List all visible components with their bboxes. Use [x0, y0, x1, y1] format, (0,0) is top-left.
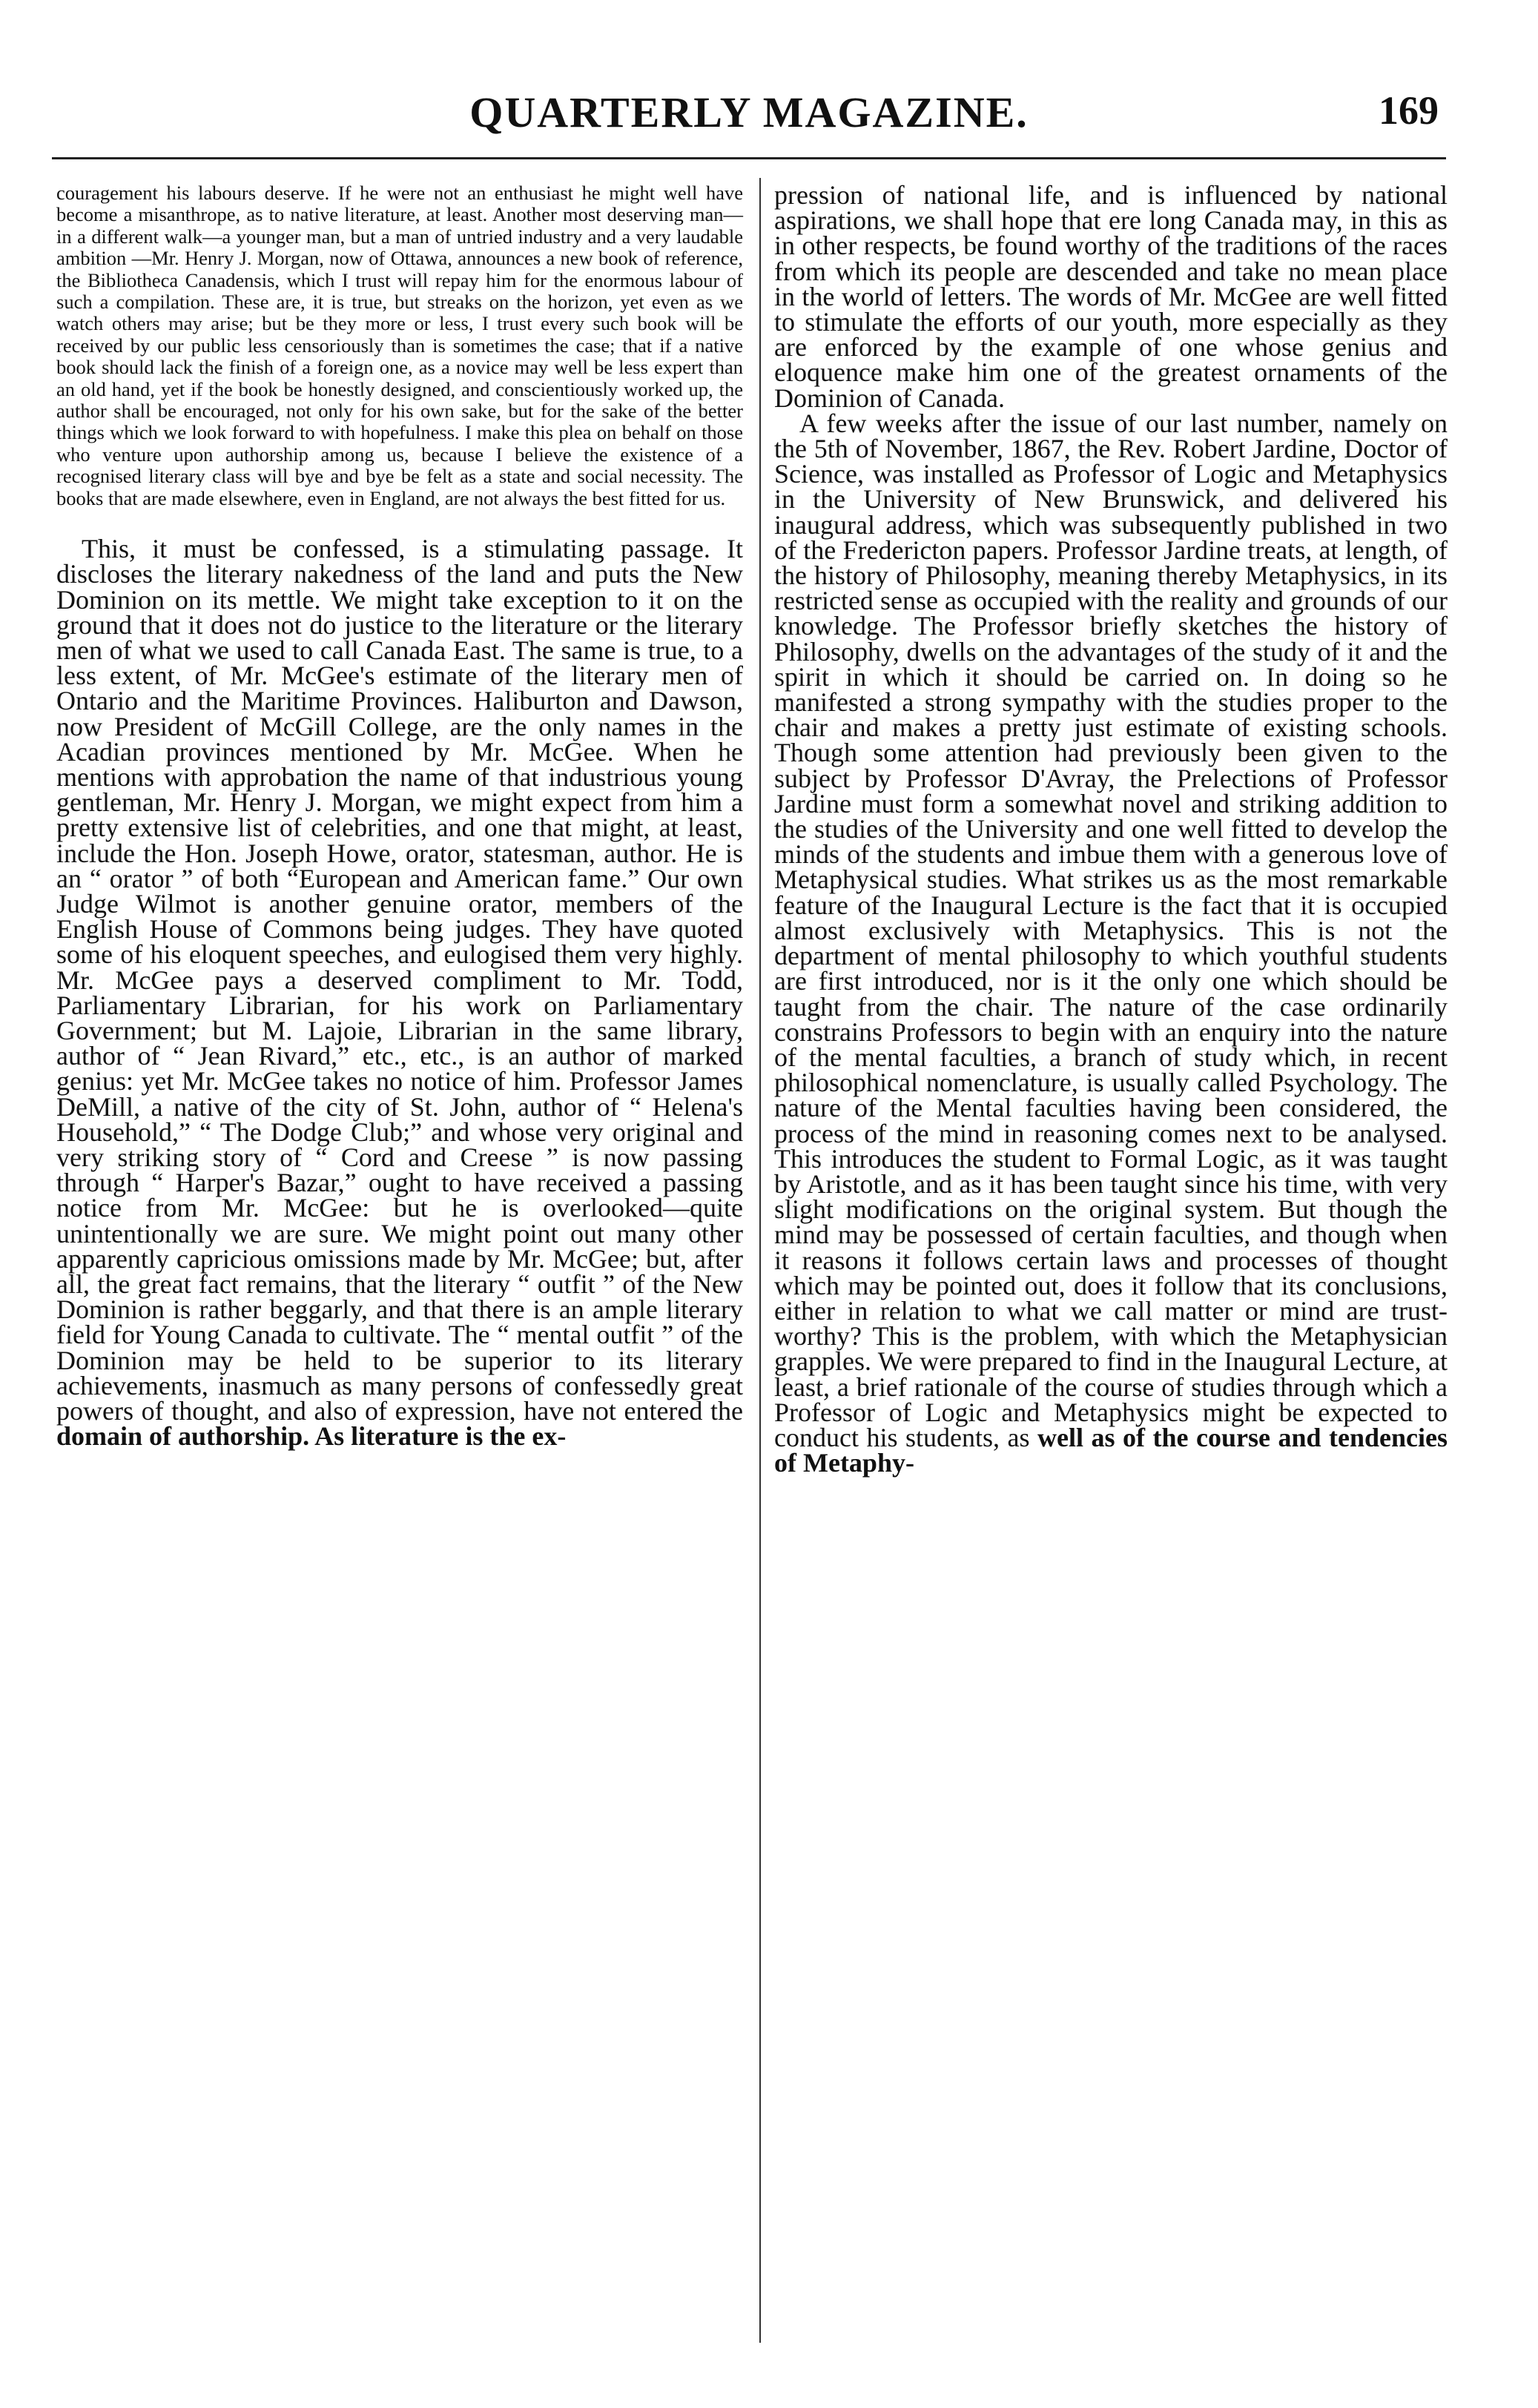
running-title: QUARTERLY MAGAZINE. — [469, 88, 1029, 136]
left-column — [56, 182, 743, 1452]
running-header — [52, 87, 1446, 154]
indented-quotation: couragement his labours deserve. If he were not an enthusiast he might well have become a misanthrope, as to native literature, at least. Another most deserving man—in a different walk—a younger man, but a man of untried industry and a very laudable ambition —Mr. Henry J. Morgan, now of Ottawa, announces a new book of reference, the Bibliotheca Canadensis, which I trust will repay him for the enormous labour of such a compilation. These are, it is true, but streaks on the horizon, yet even as we watch others may arise; but be they more or less, I trust every such book will be received by our public less censoriously than is sometimes the case; that if a native book should lack the finish of a foreign one, as a novice may well be less expert than an old hand, yet if the book be honestly designed, and conscientiously worked up, the author shall be encouraged, not only for his own sake, but for the sake of the better things which we look forward to with hopefulness. I make this plea on behalf on those who venture upon authorship among us, because I believe the existence of a recognised literary class will bye and bye be felt as a state and social necessity. The books that are made elsewhere, even in England, are not always the best fitted for us. — [56, 182, 743, 509]
closing-line: well as of the course and tendencies of Metaphy- — [774, 1422, 1448, 1478]
header-rule — [52, 157, 1446, 159]
column-divider — [759, 178, 761, 2343]
right-column — [774, 180, 1448, 1478]
body-paragraph — [774, 408, 1448, 1478]
page-number: 169 — [1379, 88, 1439, 133]
paragraph-text: This, it must be confessed, is a stimulating passage. It discloses the literary nakedness of the land and puts the New Dominion on its mettle. We might take exception to it on the ground that it does not do justice to the literature or the literary men of what we used to call Canada East. The same is true, to a less extent, of Mr. McGee's estimate of the literary men of Ontario and the Maritime Provinces. Haliburton and Dawson, now President of McGill College, are the only names in the Acadian provinces mentioned by Mr. McGee. When he mentions with approbation the name of that industrious young gentleman, Mr. Henry J. Morgan, we might expect from him a pretty extensive list of celebrities, and one that might, at least, include the Hon. Joseph Howe, orator, statesman, author. He is an “ orator ” of both “European and American fame.” Our own Judge Wilmot is another genuine orator, members of the English House of Commons being judges. They have quoted some of his eloquent speeches, and eulogised them very highly. Mr. McGee pays a deserved compliment to Mr. Todd, Parliamentary Librarian, for his work on Parliamentary Government; but M. Lajoie, Librarian in the same library, author of “ Jean Rivard,” etc., etc., is an author of marked genius: yet Mr. McGee takes no notice of him. Professor James DeMill, a native of the city of St. John, author of “ Helena's Household,” “ The Dodge Club;” and whose very original and very striking story of “ Cord and Creese ” is now passing through “ Harper's Bazar,” ought to have received a passing notice from Mr. McGee: but he is overlooked—quite unintentionally we are sure. We might point out many other apparently capricious omissions made by Mr. McGee; but, after all, the great fact remains, that the literary “ outfit ” of the New Dominion is rather beggarly, and that there is an ample literary field for Young Canada to cultivate. The “ mental outfit ” of the Dominion may be held to be superior to its literary achievements, inasmuch as many persons of confessedly great powers of thought, and also of expression, have not entered the — [56, 534, 743, 1426]
body-paragraph — [56, 534, 743, 1452]
closing-line: domain of authorship. As literature is the ex- — [56, 1421, 567, 1452]
body-paragraph-continued: pression of national life, and is influenced by national aspirations, we shall hope that ere long Canada may, in this as in other respects, be found worthy of the traditions of the races from which its people are descended and take no mean place in the world of letters. The words of Mr. McGee are well fitted to stimulate the efforts of our youth, more especially as they are enforced by the example of one whose genius and eloquence make him one of the greatest ornaments of the Dominion of Canada. — [774, 180, 1448, 413]
paragraph-text: A few weeks after the issue of our last number, namely on the 5th of November, 1867, the Rev. Robert Jardine, Doctor of Science, was installed as Professor of Logic and Metaphysics in the University of New Brunswick, and delivered his inaugural address, which was subsequently published in two of the Fredericton papers. Professor Jardine treats, at length, of the history of Philosophy, meaning thereby Metaphysics, in its restricted sense as occupied with the reality and grounds of our knowledge. The Professor briefly sketches the history of Philosophy, dwells on the advantages of the study of it and the spirit in which it should be carried on. In doing so he manifested a strong sympathy with the studies proper to the chair and makes a pretty just estimate of existing schools. Though some attention had previously been given to the subject by Professor D'Avray, the Prelections of Professor Jardine must form a somewhat novel and striking addition to the studies of the University and one well fitted to develop the minds of the students and imbue them with a generous love of Metaphysical studies. What strikes us as the most remarkable feature of the Inaugural Lecture is the fact that it is occupied almost exclusively with Metaphysics. This is not the department of mental philosophy to which youthful students are first introduced, nor is it the only one which should be taught from the chair. The nature of the case ordinarily constrains Professors to begin with an enquiry into the nature of the mental faculties, a branch of study which, in recent philosophical nomenclature, is usually called Psychology. The nature of the Mental faculties having been considered, the process of the mind in reasoning comes next to be analysed. This introduces the student to Formal Logic, as it was taught by Aristotle, and as it has been taught since his time, with very slight modifications on the original system. But though the mind may be possessed of certain faculties, and though when it reasons it follows certain laws and processes of thought which may be pointed out, does it follow that its conclusions, either in relation to what we call matter or mind are trust-worthy? This is the problem, with which the Metaphysician grapples. We were prepared to find in the Inaugural Lecture, at least, a brief rationale of the course of studies through which a Professor of Logic and Metaphysics might be expected to conduct his students, as — [774, 408, 1448, 1452]
